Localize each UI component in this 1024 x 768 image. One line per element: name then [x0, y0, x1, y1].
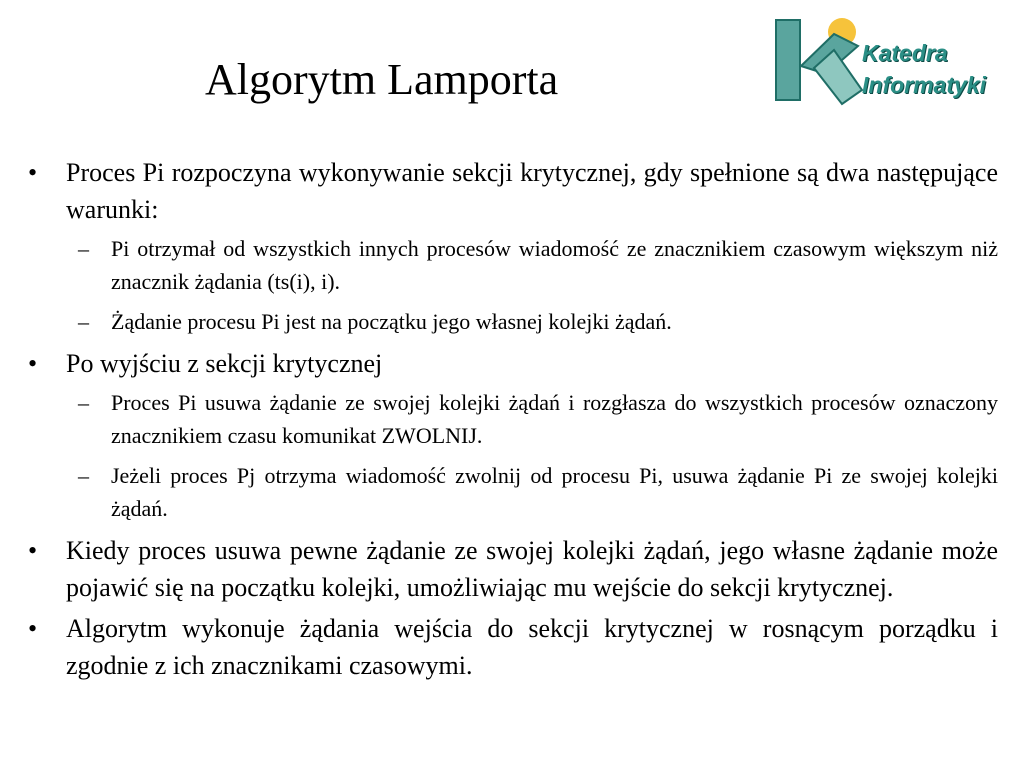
sub-bullet-item — [26, 386, 998, 452]
bullet-marker: • — [28, 349, 38, 378]
sub-bullet-item — [26, 232, 998, 298]
bullet-item — [26, 154, 998, 228]
bullet-text: Algorytm wykonuje żądania wejścia do sekcji krytycznej w rosnącym porządku i zgodnie z ich znacznikami czasowymi. — [66, 614, 998, 680]
sub-bullet-text: Jeżeli proces Pj otrzyma wiadomość zwolnij od procesu Pi, usuwa żądanie Pi ze swojej kolejki żądań. — [111, 463, 998, 521]
sub-bullet-item — [26, 459, 998, 525]
slide-title: Algorytm Lamporta — [205, 55, 559, 104]
bullet-item — [26, 610, 998, 684]
bullet-marker: • — [28, 614, 38, 643]
logo-text-line2: Informatyki — [862, 72, 986, 98]
katedra-informatyki-logo — [770, 14, 1010, 110]
sub-bullet-text: Żądanie procesu Pi jest na początku jego własnej kolejki żądań. — [111, 309, 672, 334]
sub-bullet-text: Proces Pi usuwa żądanie ze swojej kolejki żądań i rozgłasza do wszystkich procesów oznaczony znacznikiem czasu komunikat ZWOLNIJ. — [111, 390, 998, 448]
dash-marker: – — [78, 236, 89, 261]
bullet-text: Proces Pi rozpoczyna wykonywanie sekcji krytycznej, gdy spełnione są dwa następujące warunki: — [66, 158, 998, 224]
bullet-marker: • — [28, 536, 38, 565]
dash-marker: – — [78, 309, 89, 334]
logo-text-line1: Katedra — [862, 40, 948, 66]
bullet-item — [26, 532, 998, 606]
bullet-marker: • — [28, 158, 38, 187]
dash-marker: – — [78, 463, 89, 488]
bullet-text: Po wyjściu z sekcji krytycznej — [66, 349, 383, 378]
dash-marker: – — [78, 390, 89, 415]
sub-bullet-item — [26, 305, 998, 338]
bullet-item — [26, 345, 998, 382]
bullet-list — [26, 154, 998, 688]
sub-bullet-text: Pi otrzymał od wszystkich innych procesów wiadomość ze znacznikiem czasowym większym niż znacznik żądania (ts(i), i). — [111, 236, 998, 294]
bullet-text: Kiedy proces usuwa pewne żądanie ze swojej kolejki żądań, jego własne żądanie może pojawić się na początku kolejki, umożliwiając mu wejście do sekcji krytycznej. — [66, 536, 998, 602]
logo-k-stem — [776, 20, 800, 100]
